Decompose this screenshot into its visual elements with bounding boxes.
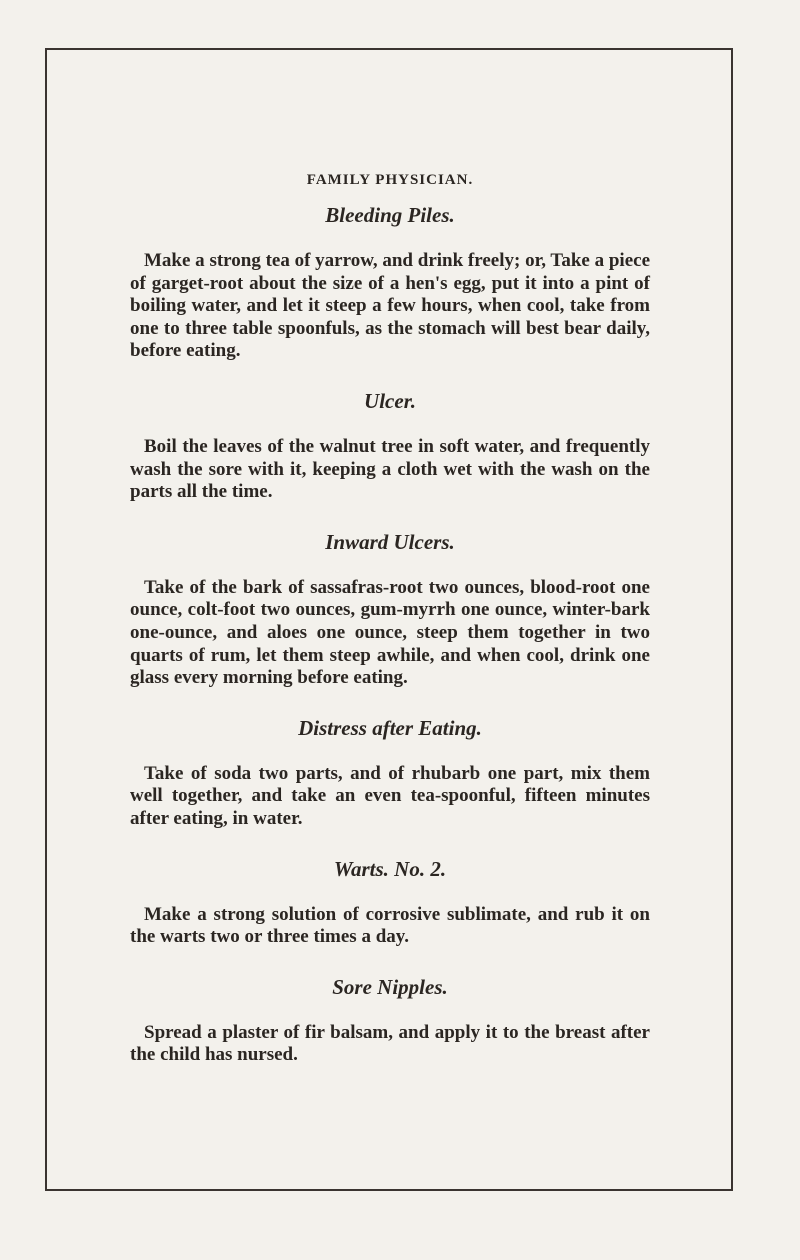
- running-head: FAMILY PHYSICIAN.: [306, 172, 474, 188]
- recipe-title-warts: Warts. No. 2.: [333, 856, 447, 881]
- recipe-title-ulcer: Ulcer.: [364, 388, 416, 413]
- recipe-title-bleeding-piles: Bleeding Piles.: [325, 203, 455, 227]
- recipe-body-bleeding-piles: Make a strong tea of yarrow, and drink freely; or, Take a piece of garget-root about the size of a hen's egg, put it into a pint of boiling water, and let it steep a few hours, when cool, take from one to three table spoonfuls, as the stomach will best bear daily, before eating.: [130, 250, 650, 362]
- recipe-title-sore-nipples: Sore Nipples.: [332, 974, 448, 999]
- recipe-body-sore-nipples: Spread a plaster of fir balsam, and apply it to the breast after the child has nursed.: [130, 1021, 650, 1066]
- recipe-body-distress-after-eating: Take of soda two parts, and of rhubarb one part, mix them well together, and take an even tea-spoonful, fifteen minutes after eating, in water.: [130, 762, 650, 829]
- recipe-title-distress-after-eating: Distress after Eating.: [298, 715, 482, 740]
- recipe-body-ulcer: Boil the leaves of the walnut tree in soft water, and frequently wash the sore with it, keeping a cloth wet with the wash on the parts all the time.: [130, 435, 650, 503]
- recipe-body-warts: Make a strong solution of corrosive sublimate, and rub it on the warts two or three times a day.: [130, 903, 650, 948]
- page-content: [130, 172, 650, 1093]
- recipe-title-inward-ulcers: Inward Ulcers.: [325, 529, 455, 554]
- recipe-body-inward-ulcers: Take of the bark of sassafras-root two ounces, blood-root one ounce, colt-foot two ounces, gum-myrrh one ounce, winter-bark one-ounce, and aloes one ounce, steep them together in two quarts of rum, let them steep awhile, and when cool, drink one glass every morning before eating.: [130, 576, 650, 689]
